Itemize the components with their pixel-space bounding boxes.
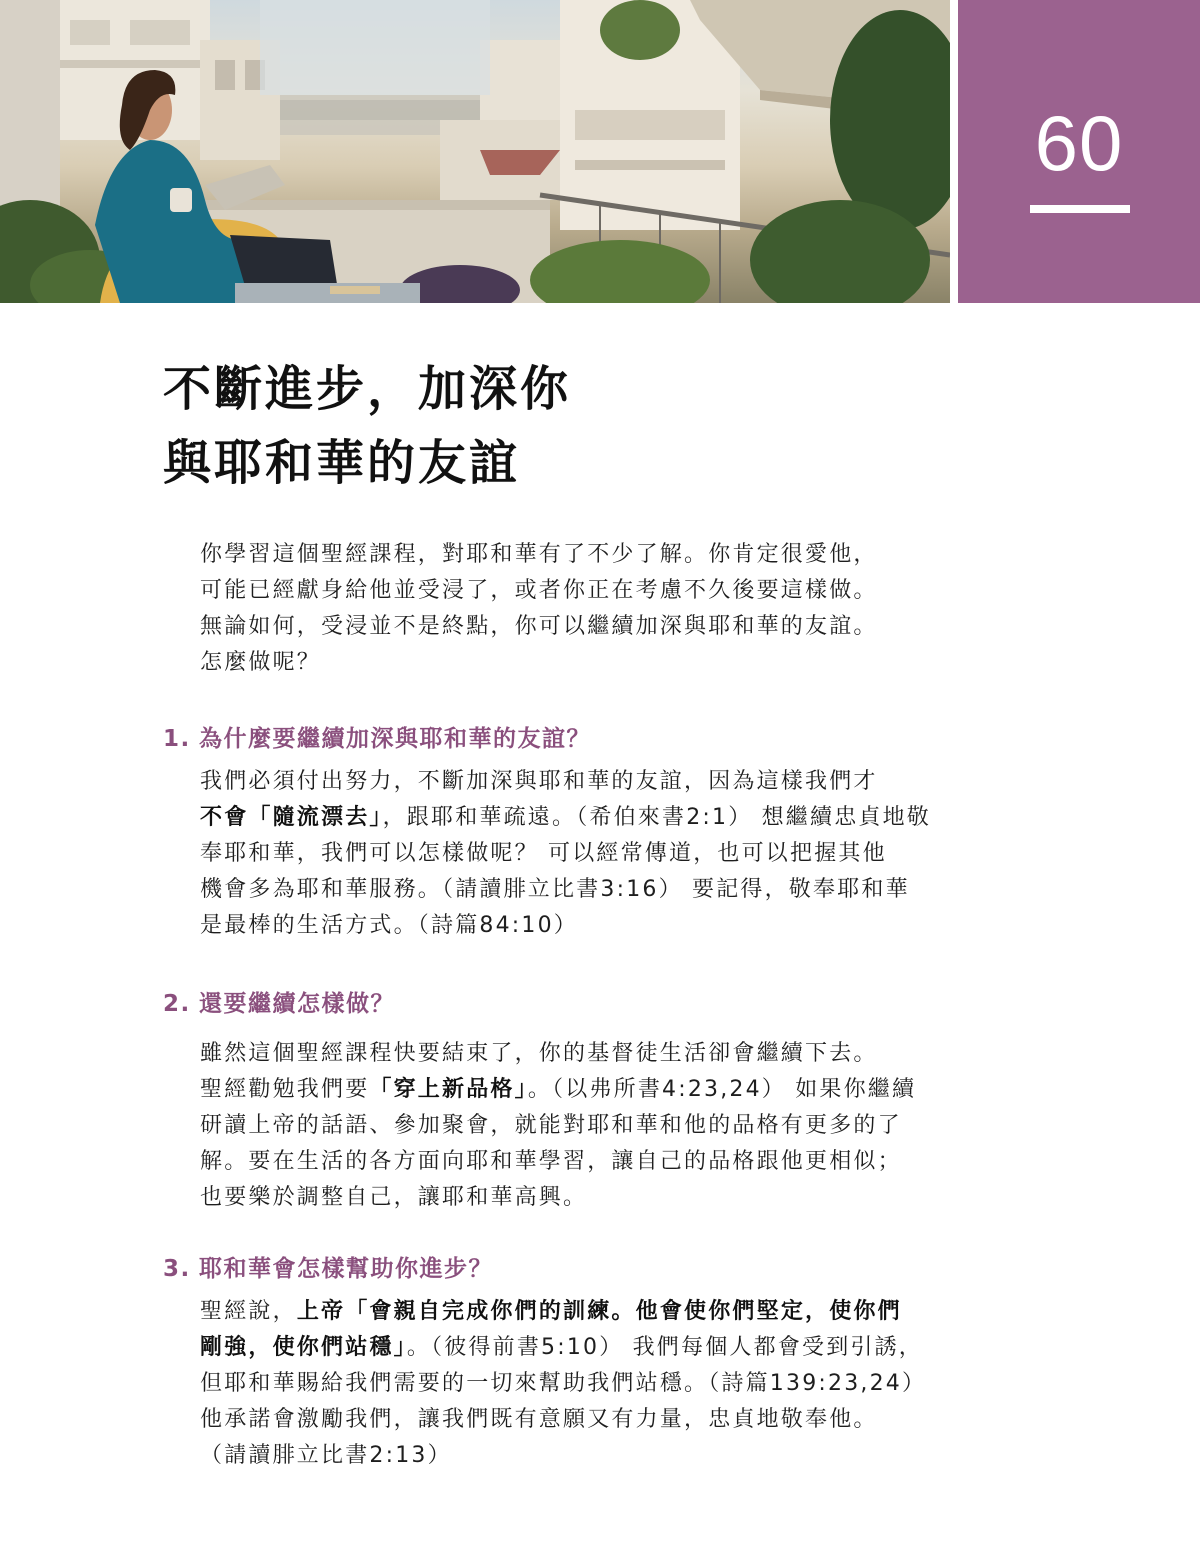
section-body-2 xyxy=(200,1036,960,1216)
section-body-1 xyxy=(200,764,960,944)
body-line xyxy=(200,1402,960,1438)
emphasized-text: 不會「隨流漂去」 xyxy=(200,805,383,830)
body-text: 解。要在生活的各方面向耶和華學習，讓自己的品格跟他更相似； xyxy=(200,1149,902,1174)
body-text: 他承諾會激勵我們，讓我們既有意願又有力量，忠貞地敬奉他。 xyxy=(200,1407,878,1432)
body-text: 聖經勸勉我們要 xyxy=(200,1077,370,1102)
body-line xyxy=(200,1144,960,1180)
section-number: 1. xyxy=(163,726,191,752)
section-heading-3 xyxy=(163,1250,943,1283)
body-line xyxy=(200,1108,960,1144)
section-number: 3. xyxy=(163,1256,191,1282)
intro-line: 你學習這個聖經課程，對耶和華有了不少了解。你肯定很愛他， xyxy=(200,542,878,567)
body-text: 機會多為耶和華服務。（請讀腓立比書3:16） 要記得，敬奉耶和華 xyxy=(200,877,910,902)
body-text: 是最棒的生活方式。（詩篇84:10） xyxy=(200,913,579,938)
emphasized-text: 上帝「會親自完成你們的訓練。他會使你們堅定，使你們 xyxy=(296,1299,902,1324)
section-number: 2. xyxy=(163,991,191,1017)
page-title xyxy=(163,352,863,500)
badge-divider xyxy=(1030,205,1130,213)
lesson-number-badge xyxy=(958,0,1200,303)
body-text: 我們必須付出努力，不斷加深與耶和華的友誼，因為這樣我們才 xyxy=(200,769,878,794)
body-text: 但耶和華賜給我們需要的一切來幫助我們站穩。（詩篇139:23,24） xyxy=(200,1371,927,1396)
body-text: 雖然這個聖經課程快要結束了，你的基督徒生活卻會繼續下去。 xyxy=(200,1041,878,1066)
section-body-3 xyxy=(200,1294,960,1474)
body-line xyxy=(200,1294,960,1330)
body-text: 。（彼得前書5:10） 我們每個人都會受到引誘， xyxy=(406,1335,924,1360)
title-line-2: 與耶和華的友誼 xyxy=(163,435,521,491)
body-line xyxy=(200,764,960,800)
body-line xyxy=(200,908,960,944)
section-heading-text: 耶和華會怎樣幫助你進步？ xyxy=(199,1256,493,1282)
intro-line: 無論如何，受浸並不是終點，你可以繼續加深與耶和華的友誼。 xyxy=(200,614,878,639)
body-text: ，跟耶和華疏遠。（希伯來書2:1） 想繼續忠貞地敬 xyxy=(382,805,932,830)
body-line xyxy=(200,1330,960,1366)
body-text: 奉耶和華，我們可以怎樣做呢？ 可以經常傳道，也可以把握其他 xyxy=(200,841,887,866)
body-line xyxy=(200,836,960,872)
balcony-illustration xyxy=(0,0,950,303)
body-line xyxy=(200,872,960,908)
body-text: 聖經說， xyxy=(200,1299,297,1324)
body-line xyxy=(200,1072,960,1108)
section-heading-text: 為什麼要繼續加深與耶和華的友誼？ xyxy=(199,726,591,752)
body-line xyxy=(200,800,960,836)
body-text: （請讀腓立比書2:13） xyxy=(200,1443,452,1468)
body-text: 研讀上帝的話語、參加聚會，就能對耶和華和他的品格有更多的了 xyxy=(200,1113,902,1138)
body-line xyxy=(200,1180,960,1216)
title-line-1: 不斷進步，加深你 xyxy=(163,361,572,417)
lesson-number: 60 xyxy=(1034,99,1124,187)
body-line xyxy=(200,1036,960,1072)
section-heading-2 xyxy=(163,985,943,1018)
body-text: 。（以弗所書4:23,24） 如果你繼續 xyxy=(527,1077,917,1102)
body-text: 也要樂於調整自己，讓耶和華高興。 xyxy=(200,1185,588,1210)
emphasized-text: 剛強，使你們站穩」 xyxy=(200,1335,407,1360)
header-photo xyxy=(0,0,950,303)
section-heading-text: 還要繼續怎樣做？ xyxy=(199,991,395,1017)
intro-line: 怎麼做呢？ xyxy=(200,650,322,675)
emphasized-text: 「穿上新品格」 xyxy=(369,1077,528,1102)
intro-paragraph xyxy=(200,537,960,681)
section-heading-1 xyxy=(163,720,943,753)
body-line xyxy=(200,1438,960,1474)
intro-line: 可能已經獻身給他並受浸了，或者你正在考慮不久後要這樣做。 xyxy=(200,578,878,603)
body-line xyxy=(200,1366,960,1402)
